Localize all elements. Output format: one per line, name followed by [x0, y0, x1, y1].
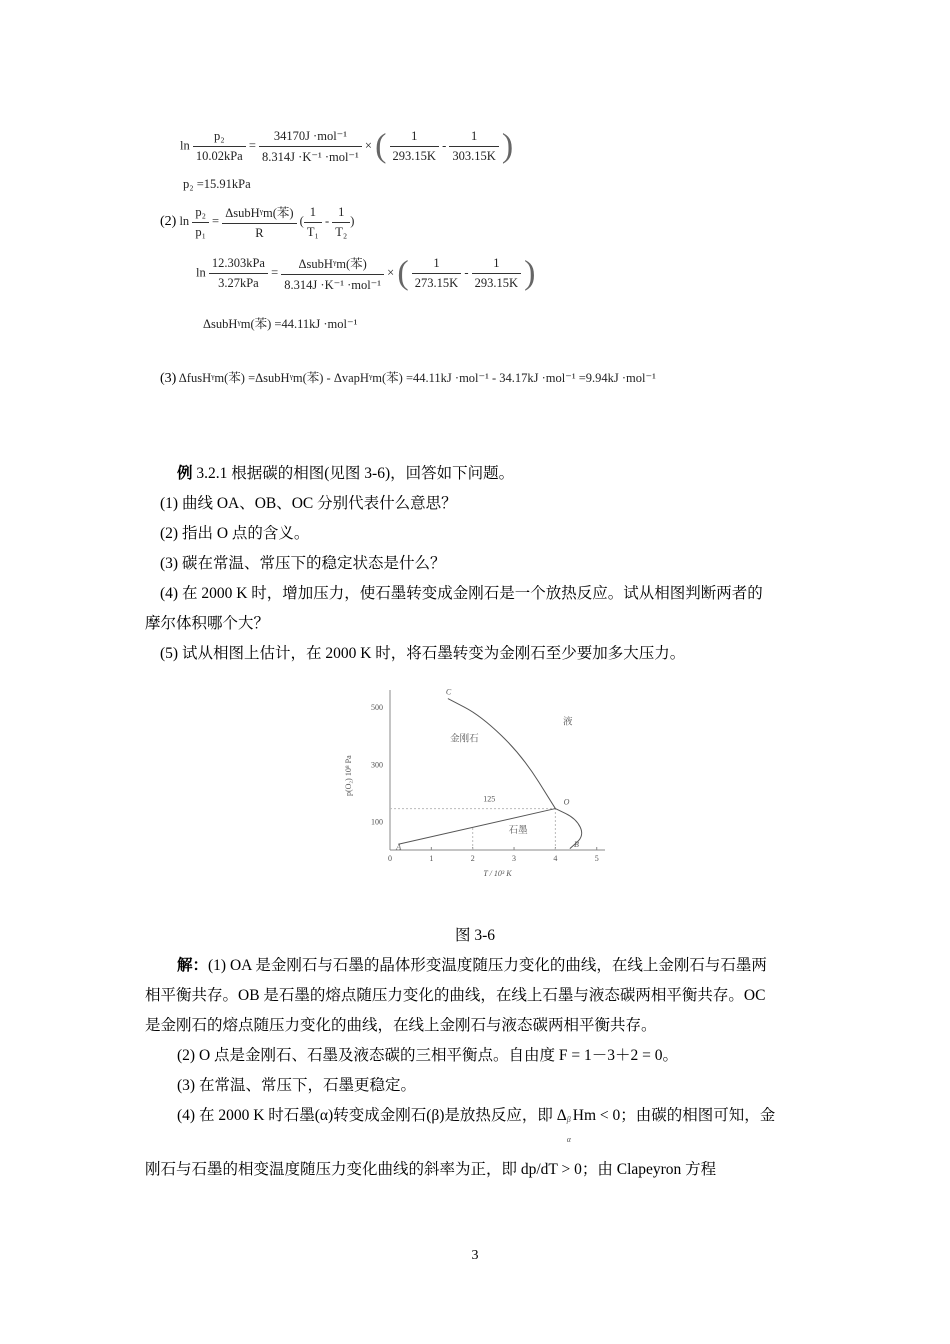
denominator: 273.15K [414, 276, 459, 290]
question-3: (3) 碳在常温、常压下的稳定状态是什么？ [160, 555, 446, 572]
x-tick-label: 2 [470, 854, 475, 863]
denominator: T₁ [306, 224, 319, 239]
question-1: (1) 曲线 OA、OB、OC 分别代表什么意思？ [160, 495, 457, 512]
question-4-line-2: 摩尔体积哪个大？ [145, 615, 270, 632]
minus: - [464, 265, 469, 280]
denominator: 293.15K [392, 149, 436, 163]
ln-symbol: ln [180, 138, 190, 153]
annotation-label: 125 [483, 794, 496, 804]
fraction [412, 256, 461, 291]
solution-para-1-line-2: 相平衡共存。OB 是石墨的熔点随压力变化的曲线，在线上石墨与液态碳两相平衡共存。OC [145, 987, 766, 1004]
fraction [209, 256, 268, 291]
equation-label: (2) [160, 213, 177, 229]
denominator: T₂ [335, 224, 348, 239]
carbon-phase-diagram [335, 680, 625, 890]
fraction [192, 205, 209, 240]
numerator: 12.303kPa [209, 256, 268, 274]
numerator: 1 [332, 205, 350, 223]
equals: = [248, 138, 256, 153]
equation-label: (3) [160, 371, 177, 386]
fraction [259, 128, 362, 165]
question-5: (5) 试从相图上估计，在 2000 K 时，将石墨转变为金刚石至少要加多大压力。 [160, 645, 686, 662]
denominator: 303.15K [452, 149, 496, 163]
ln-symbol: ln [179, 213, 190, 228]
solution-para-4-line-2: 刚石与石墨的相变温度随压力变化曲线的斜率为正，即 dp/dT > 0；由 Clapeyron 方程 [145, 1161, 717, 1178]
y-tick-label: 300 [371, 760, 383, 770]
numerator: 1 [472, 256, 521, 274]
numerator: 1 [304, 205, 322, 223]
denominator: R [255, 226, 264, 240]
question-2: (2) 指出 O 点的含义。 [160, 525, 310, 542]
fraction [472, 256, 521, 291]
fraction [332, 205, 350, 240]
solution-para-1-line-1 [177, 956, 767, 976]
fraction [390, 129, 439, 164]
numerator: 34170J ·mol⁻¹ [259, 128, 362, 147]
numerator: p₂ [193, 129, 246, 147]
phase-boundary-curve [448, 699, 556, 809]
x-tick-label: 0 [388, 854, 392, 863]
minus: - [442, 138, 447, 153]
point-label: O [563, 797, 570, 807]
denominator: 293.15K [474, 276, 519, 290]
equation-1-result: p₂ =15.91kPa [183, 177, 251, 191]
solution-para-2: (2) O 点是金刚石、石墨及液态碳的三相平衡点。自由度 F = 1－3＋2 = 0。 [177, 1047, 678, 1064]
solution-para-4-line-1 [177, 1106, 776, 1144]
point-label: C [445, 687, 452, 697]
superscript: β [566, 1115, 571, 1124]
denominator: 8.314J ·K⁻¹ ·mol⁻¹ [284, 278, 382, 292]
example-label: 例 [177, 465, 193, 482]
x-tick-label: 4 [553, 854, 558, 863]
subscript: α [566, 1135, 571, 1144]
numerator: 1 [412, 256, 461, 274]
paren-left: ( [299, 213, 304, 228]
chart-labels [395, 687, 579, 851]
y-tick-label: 100 [371, 817, 383, 827]
example-title-text: 3.2.1 根据碳的相图(见图 3-6)，回答如下问题。 [192, 465, 515, 482]
equation-body: ΔfusHᵞm(苯) =ΔsubHᵞm(苯) - ΔvapHᵞm(苯) =44.11kJ ·mol⁻¹ - 34.17kJ ·mol⁻¹ =9.94kJ ·mol⁻¹ [178, 371, 656, 385]
example-title [177, 464, 514, 484]
page-number: 3 [471, 1248, 479, 1263]
region-label: 液 [563, 717, 573, 728]
fraction [281, 254, 384, 293]
x-axis-label: T / 10³ K [483, 869, 512, 878]
x-tick-label: 1 [429, 854, 434, 863]
x-tick-label: 5 [594, 854, 599, 863]
paren-right: ) [524, 254, 536, 292]
ln-symbol: ln [196, 265, 206, 280]
solution-text: Hm < 0；由碳的相图可知，金 [572, 1107, 776, 1124]
equals: = [271, 265, 279, 280]
y-tick-label: 500 [371, 703, 383, 713]
solution-para-1-line-3: 是金刚石的熔点随压力变化的曲线，在线上金刚石与液态碳两相平衡共存。 [145, 1017, 657, 1034]
fraction [222, 203, 296, 241]
equation-1 [180, 128, 513, 165]
numerator: 1 [390, 129, 439, 147]
equals: = [212, 213, 220, 228]
denominator: 3.27kPa [218, 276, 259, 290]
equation-3 [196, 254, 535, 293]
region-label: 石墨 [508, 825, 528, 836]
denominator: 10.02kPa [195, 149, 243, 163]
point-label: A [396, 842, 402, 852]
solution-label: 解： [177, 957, 209, 974]
x-tick-label: 3 [512, 854, 517, 863]
point-label: B [573, 840, 579, 850]
question-4-line-1: (4) 在 2000 K 时，增加压力，使石墨转变成金刚石是一个放热反应。试从相图判断两者的 [160, 585, 763, 602]
fraction [449, 129, 498, 164]
times: × [364, 138, 372, 153]
phase-boundary-curve [398, 809, 555, 845]
numerator: ΔsubHᵞm(苯) [281, 254, 384, 275]
numerator: 1 [449, 129, 498, 147]
fraction [304, 205, 322, 240]
numerator: p₂ [192, 205, 209, 223]
y-axis-label: p(O₂) 10⁸ Pa [344, 755, 353, 797]
equation-2 [160, 203, 354, 241]
solution-text: (1) OA 是金刚石与石墨的晶体形变温度随压力变化的曲线，在线上金刚石与石墨两 [208, 957, 767, 974]
paren-right: ) [501, 127, 514, 165]
denominator: 8.314J ·K⁻¹ ·mol⁻¹ [262, 150, 359, 164]
delta-scripts [566, 1106, 573, 1144]
equation-4 [160, 368, 656, 387]
solution-para-3: (3) 在常温、常压下，石墨更稳定。 [177, 1077, 416, 1094]
figure-caption: 图 3-6 [454, 927, 496, 944]
region-label: 金刚石 [450, 734, 479, 745]
paren-right: ) [350, 213, 355, 228]
numerator: ΔsubHᵞm(苯) [222, 203, 296, 224]
paren-left: ( [397, 254, 409, 292]
fraction [193, 129, 246, 164]
denominator: p₁ [195, 224, 206, 239]
minus: - [324, 213, 330, 228]
paren-left: ( [375, 127, 387, 165]
equation-3-result: ΔsubHᵞm(苯) =44.11kJ ·mol⁻¹ [203, 317, 358, 331]
chart-series [398, 699, 581, 849]
times: × [387, 265, 395, 280]
solution-text: (4) 在 2000 K 时石墨(α)转变成金刚石(β)是放热反应，即 Δ [177, 1107, 567, 1124]
